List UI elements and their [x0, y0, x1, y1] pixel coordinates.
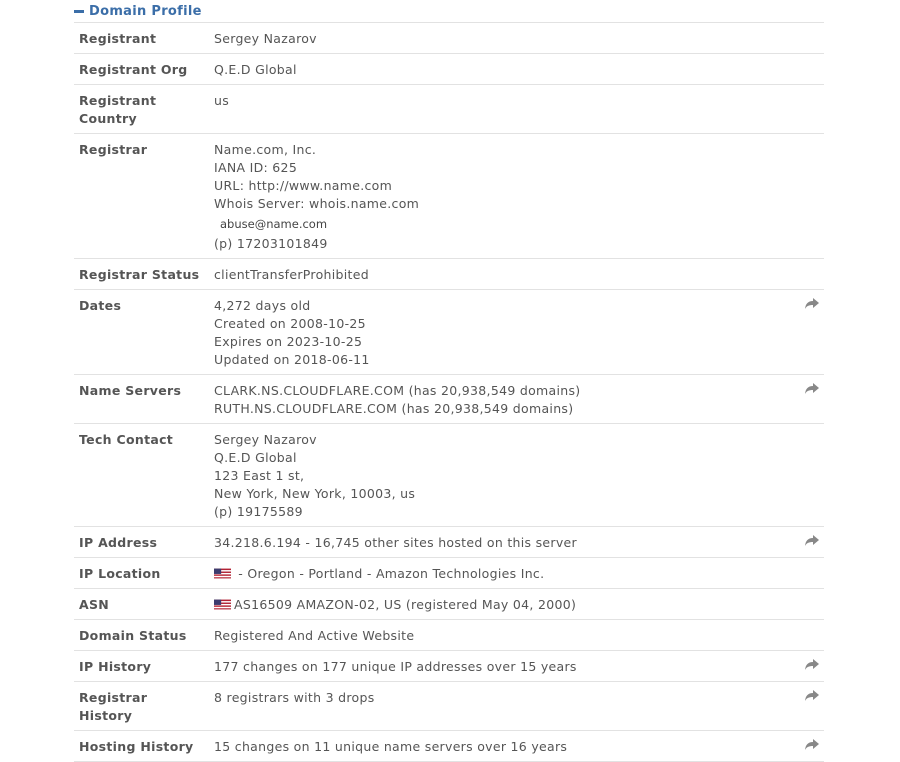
row-ip-location [74, 558, 824, 589]
row-ip-history [74, 651, 824, 682]
row-asn [74, 589, 824, 620]
row-hosting-history [74, 731, 824, 762]
tech-contact-phone: (p) 19175589 [214, 504, 303, 519]
collapse-minus-icon[interactable] [74, 10, 84, 13]
asn-text: AS16509 AMAZON-02, US (registered May 04, 2000) [234, 597, 577, 612]
registrar-name: Name.com, Inc. [214, 142, 317, 157]
tech-contact-label: Tech Contact [74, 424, 209, 527]
row-registrant-country [74, 85, 824, 134]
registrant-label: Registrant [74, 23, 209, 54]
name-server-2: RUTH.NS.CLOUDFLARE.COM (has 20,938,549 domains) [214, 401, 574, 416]
share-arrow-icon[interactable] [805, 690, 819, 702]
us-flag-icon [214, 568, 231, 579]
row-dates [74, 290, 824, 375]
share-arrow-icon[interactable] [805, 739, 819, 751]
dates-age: 4,272 days old [214, 298, 311, 313]
registrant-org-value: Q.E.D Global [209, 54, 792, 85]
dates-created: Created on 2008-10-25 [214, 316, 366, 331]
tech-contact-value [209, 424, 792, 527]
registrar-email: abuse@name.com [220, 217, 328, 231]
domain-status-label: Domain Status [74, 620, 209, 651]
registrar-phone: (p) 17203101849 [214, 236, 328, 251]
hosting-history-value: 15 changes on 11 unique name servers over 16 years [209, 731, 792, 762]
tech-contact-city: New York, New York, 10003, us [214, 486, 416, 501]
ip-history-label: IP History [74, 651, 209, 682]
ip-history-value: 177 changes on 177 unique IP addresses over 15 years [209, 651, 792, 682]
share-arrow-icon[interactable] [805, 298, 819, 310]
ip-address-value: 34.218.6.194 - 16,745 other sites hosted on this server [209, 527, 792, 558]
row-ip-address [74, 527, 824, 558]
share-arrow-icon[interactable] [805, 659, 819, 671]
dates-label: Dates [74, 290, 209, 375]
tech-contact-street: 123 East 1 st, [214, 468, 305, 483]
name-server-1: CLARK.NS.CLOUDFLARE.COM (has 20,938,549 domains) [214, 383, 581, 398]
registrant-country-label: Registrant Country [74, 85, 209, 134]
name-servers-label: Name Servers [74, 375, 209, 424]
ip-location-value [209, 558, 792, 589]
ip-location-text: - Oregon - Portland - Amazon Technologies Inc. [234, 566, 545, 581]
ip-location-label: IP Location [74, 558, 209, 589]
dates-expires: Expires on 2023-10-25 [214, 334, 363, 349]
domain-profile-panel [74, 0, 824, 762]
registrant-country-value: us [209, 85, 792, 134]
share-arrow-icon[interactable] [805, 383, 819, 395]
domain-profile-table [74, 23, 824, 762]
row-registrar [74, 134, 824, 259]
share-arrow-icon[interactable] [805, 535, 819, 547]
row-registrant-org [74, 54, 824, 85]
row-registrar-status [74, 259, 824, 290]
dates-updated: Updated on 2018-06-11 [214, 352, 370, 367]
registrar-url: URL: http://www.name.com [214, 178, 393, 193]
row-registrar-history [74, 682, 824, 731]
registrar-history-label: Registrar History [74, 682, 209, 731]
ip-address-label: IP Address [74, 527, 209, 558]
registrar-status-value: clientTransferProhibited [209, 259, 792, 290]
row-registrant [74, 23, 824, 54]
asn-value [209, 589, 792, 620]
registrar-value [209, 134, 792, 259]
row-name-servers [74, 375, 824, 424]
registrar-label: Registrar [74, 134, 209, 259]
dates-value [209, 290, 792, 375]
asn-label: ASN [74, 589, 209, 620]
row-domain-status [74, 620, 824, 651]
row-tech-contact [74, 424, 824, 527]
registrant-value: Sergey Nazarov [209, 23, 792, 54]
registrar-status-label: Registrar Status [74, 259, 209, 290]
registrar-iana: IANA ID: 625 [214, 160, 298, 175]
registrar-whois: Whois Server: whois.name.com [214, 196, 420, 211]
name-servers-value [209, 375, 792, 424]
domain-status-value: Registered And Active Website [209, 620, 792, 651]
hosting-history-label: Hosting History [74, 731, 209, 762]
registrar-history-value: 8 registrars with 3 drops [209, 682, 792, 731]
domain-profile-header[interactable] [74, 0, 824, 23]
registrant-org-label: Registrant Org [74, 54, 209, 85]
us-flag-icon [214, 599, 231, 610]
tech-contact-name: Sergey Nazarov [214, 432, 317, 447]
section-title[interactable]: Domain Profile [89, 3, 202, 19]
tech-contact-org: Q.E.D Global [214, 450, 297, 465]
